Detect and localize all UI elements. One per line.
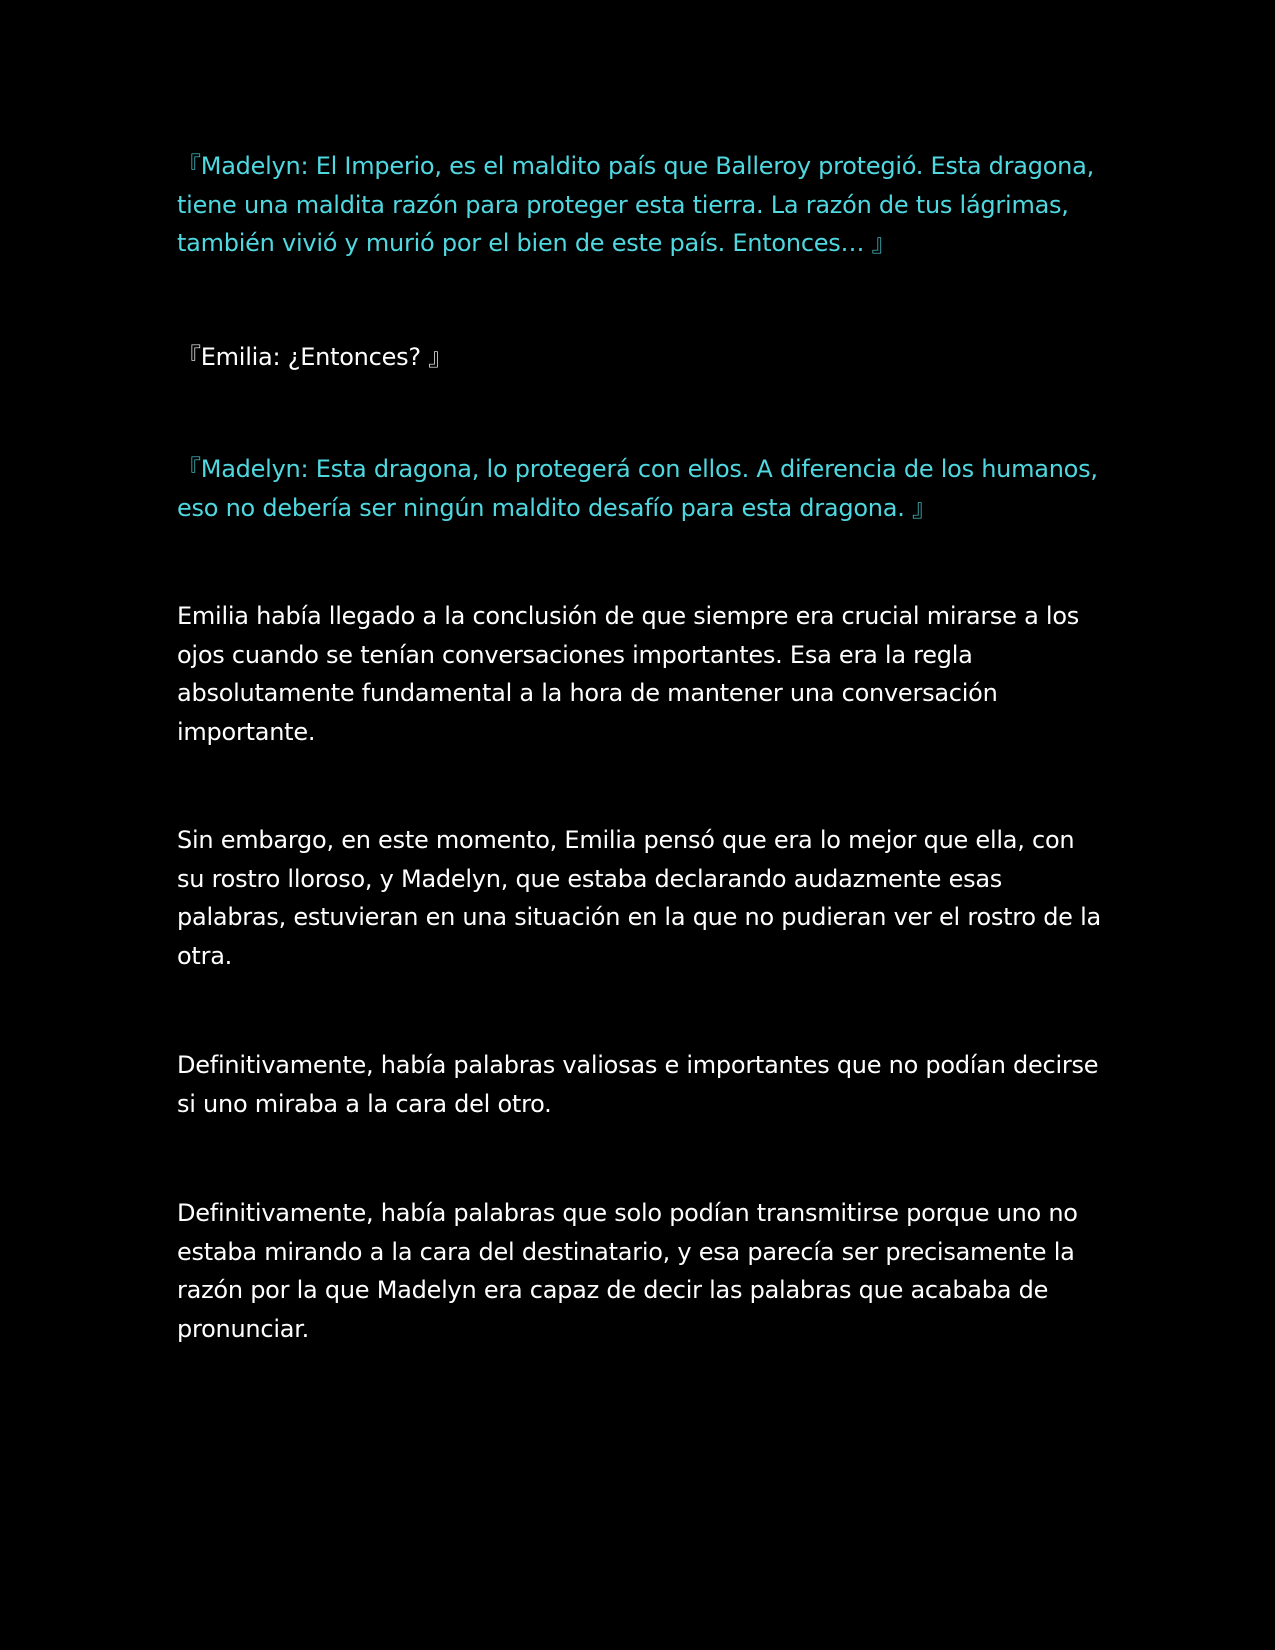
dialogue-emilia: 『Emilia: ¿Entonces? 』	[177, 342, 452, 371]
narration-paragraph-2: Sin embargo, en este momento, Emilia pensó que era lo mejor que ella, con su rostro lloroso, y Madelyn, que estaba declarando audazmente esas palabras, estuvieran en una situación en la que no pudieran ver el rostro de la otra.	[177, 826, 1101, 970]
narration-paragraph-1: Emilia había llegado a la conclusión de que siempre era crucial mirarse a los ojos cuando se tenían conversaciones importantes. Esa era la regla absolutamente fundamental a la hora de mantener una conversación importante.	[177, 602, 1080, 746]
document-page	[177, 147, 1107, 1348]
narration-paragraph-4: Definitivamente, había palabras que solo podían transmitirse porque uno no estaba mirando a la cara del destinatario, y esa parecía ser precisamente la razón por la que Madelyn era capaz de decir las palabras que acababa de pronunciar.	[177, 1199, 1078, 1343]
narration-paragraph-3: Definitivamente, había palabras valiosas e importantes que no podían decirse si uno miraba a la cara del otro.	[177, 1051, 1099, 1118]
dialogue-madelyn-2: 『Madelyn: Esta dragona, lo protegerá con ellos. A diferencia de los humanos, eso no debería ser ningún maldito desafío para esta dragona. 』	[177, 455, 1098, 522]
dialogue-madelyn-1: 『Madelyn: El Imperio, es el maldito país que Balleroy protegió. Esta dragona, tiene una maldita razón para proteger esta tierra. La razón de tus lágrimas, también vivió y murió por el bien de este país. Entonces… 』	[177, 152, 1094, 257]
